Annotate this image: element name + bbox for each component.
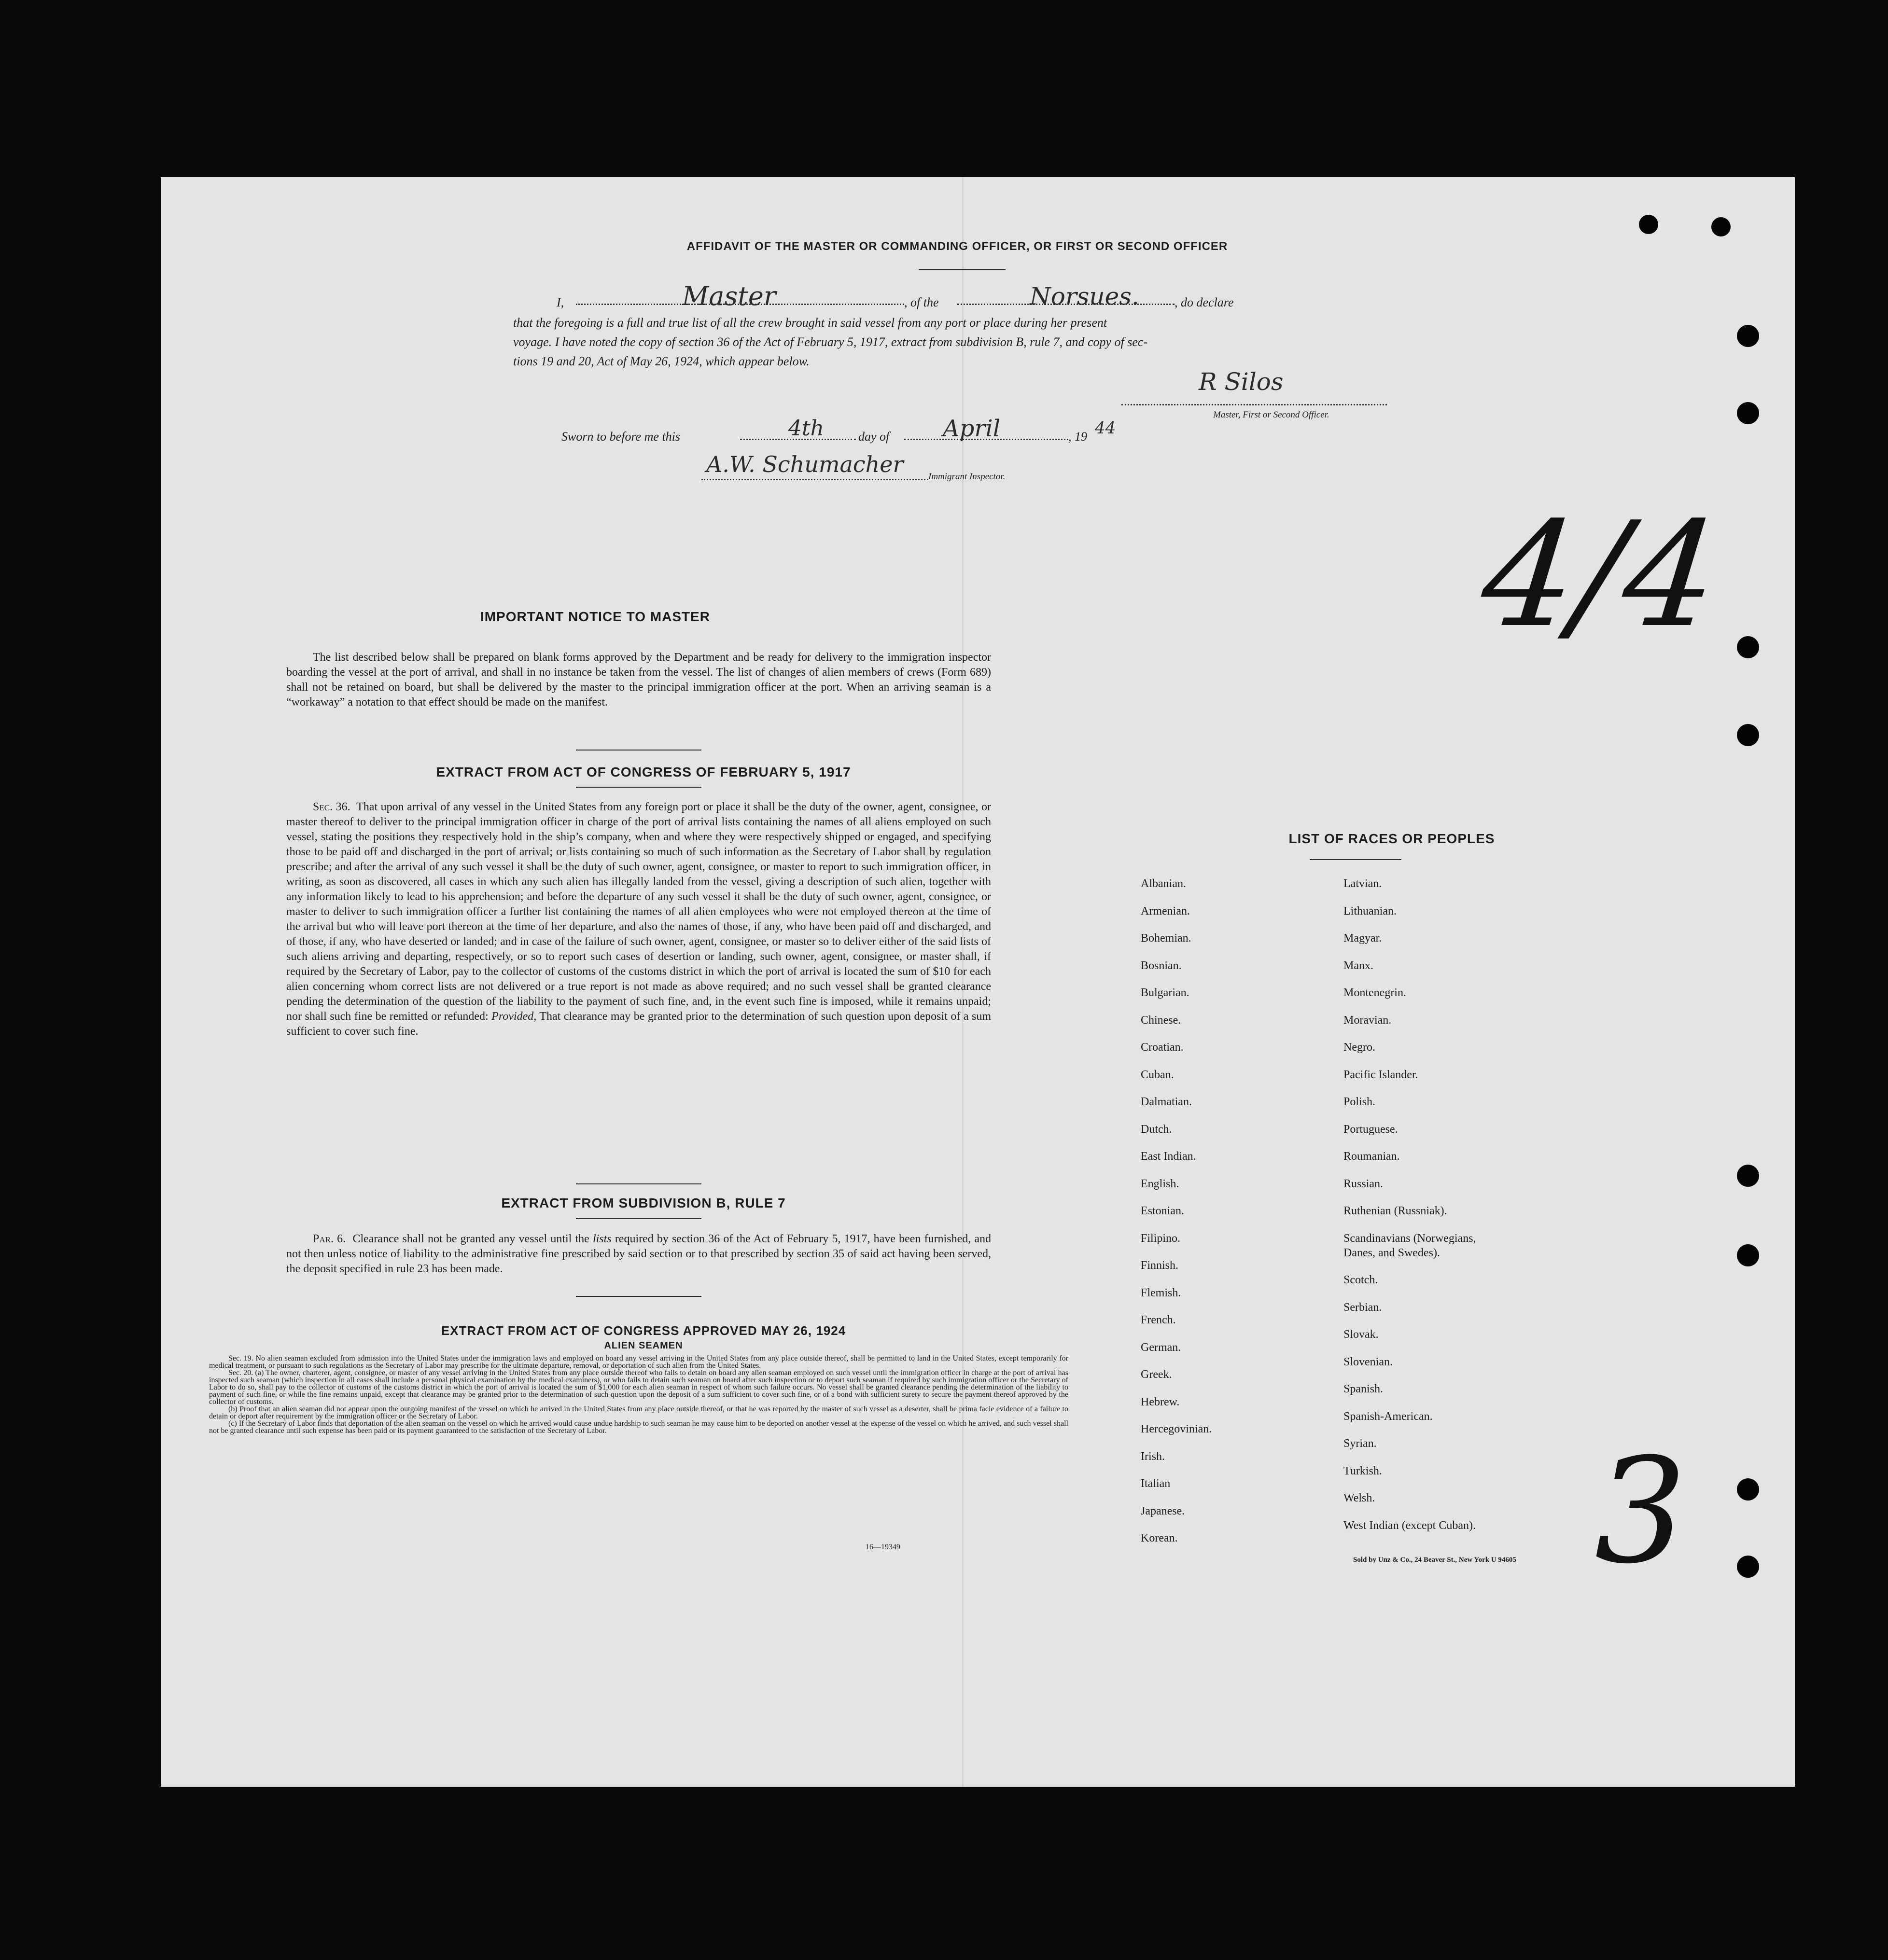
race-item: Scandinavians (Norwegians, xyxy=(1343,1232,1476,1245)
race-item: Manx. xyxy=(1343,959,1373,972)
notice-rule xyxy=(576,750,701,751)
binder-hole xyxy=(1737,1478,1759,1501)
race-item: English. xyxy=(1141,1177,1179,1190)
race-item: Hebrew. xyxy=(1141,1395,1180,1408)
race-item: Montenegrin. xyxy=(1343,987,1406,999)
race-item: Bulgarian. xyxy=(1141,987,1189,999)
race-item: Chinese. xyxy=(1141,1014,1181,1027)
alien-seamen-subtitle: ALIEN SEAMEN xyxy=(604,1340,683,1351)
race-item: French. xyxy=(1141,1314,1176,1326)
race-item: Negro. xyxy=(1343,1041,1375,1054)
affidavit-line-4: tions 19 and 20, Act of May 26, 1924, which appear below. xyxy=(513,354,810,368)
race-item: Spanish-American. xyxy=(1343,1410,1433,1423)
race-item: Lithuanian. xyxy=(1343,904,1397,917)
binder-hole xyxy=(1737,1165,1759,1187)
race-item: Portuguese. xyxy=(1343,1123,1398,1136)
binder-hole xyxy=(1737,1556,1759,1578)
provided-word: Provided, xyxy=(491,1010,537,1023)
rule7-title: EXTRACT FROM SUBDIVISION B, RULE 7 xyxy=(501,1195,786,1210)
document-page xyxy=(161,177,1795,1787)
race-item: Scotch. xyxy=(1343,1274,1378,1286)
inspector-signature: A.W. Schumacher xyxy=(706,451,904,477)
page-mark-4-4: 4/4 xyxy=(1474,491,1726,659)
affidavit-title: AFFIDAVIT OF THE MASTER OR COMMANDING OFFICER, OR FIRST OR SECOND OFFICER xyxy=(686,240,1228,253)
extract-1924-body xyxy=(209,1355,1068,1434)
binder-hole xyxy=(1711,217,1731,236)
page-mark-3: 3 xyxy=(1594,1427,1687,1596)
title-rule xyxy=(919,269,1006,270)
rule7-rule xyxy=(576,1218,701,1219)
race-item: Greek. xyxy=(1141,1368,1172,1381)
printer-imprint: Sold by Unz & Co., 24 Beaver St., New York U 94605 xyxy=(1353,1556,1516,1564)
extract-1917-text xyxy=(286,800,991,1039)
race-item: Polish. xyxy=(1343,1096,1376,1108)
month-handwritten: April xyxy=(943,415,1001,442)
year-prefix: , 19 xyxy=(1068,430,1087,444)
race-item: Welsh. xyxy=(1343,1492,1375,1504)
sec-36-end: That clearance may be granted prior to the determination of such question upon deposit of a sum sufficient to cover such fine. xyxy=(286,1010,991,1038)
sec-20c-text: (c) If the Secretary of Labor finds that deportation of the alien seaman on the vessel on which he arrived would cause undue hardship to such seaman he may cause him to be deported on another vessel at the expense of the vessel on which he arrived, and such vessel shall not be granted clearance until such expense has been paid or its payment guaranteed to the satisfaction of the Secretary of Labor. xyxy=(209,1419,1068,1435)
affidavit-i: I, xyxy=(557,295,564,309)
race-item: German. xyxy=(1141,1341,1181,1354)
rule7-body-b: required by section 36 of the Act of February 5, 1917, have been furnished, and not then unless notice of liability to the administrative fine prescribed by said section or to that prescribed by section 35 of said act having been served, the deposit specified in rule 23 has been made. xyxy=(286,1233,992,1275)
binder-hole xyxy=(1737,636,1759,658)
race-item: Cuban. xyxy=(1141,1068,1174,1081)
extract-1924-title: EXTRACT FROM ACT OF CONGRESS APPROVED MAY 26, 1924 xyxy=(441,1323,846,1338)
sec-20a-text: Sec. 20. (a) The owner, charterer, agent, consignee, or master of any vessel arriving in the United States from any place outside thereof who fails to detain on board any alien seaman employed on such vessel until the immigration officer in charge at the port of arrival has inspected such seaman (which inspection in all cases shall include a personal physical examination by the medical examiners), or who fails to detain such seaman on board after such inspection or to deport such seaman if required by such immigration officer or the Secretary of Labor to do so, shall pay to the collector of customs of the customs district in which the port of arrival is located the sum of $1,000 for each alien seaman in respect of whom such failure occurs. No vessel shall be granted clearance pending the determination of the liability to payment of such fine, or while the fine remains unpaid, except that clearance may be granted prior to the determination of such question upon the deposit of a sum sufficient to cover such fine, or of a bond with sufficient surety to secure the payment thereof approved by the collector of customs. xyxy=(209,1369,1068,1406)
binder-hole xyxy=(1737,402,1759,424)
race-item: Russian. xyxy=(1343,1177,1384,1190)
signature-line xyxy=(1121,404,1387,405)
races-rule xyxy=(1310,859,1401,860)
inspector-line xyxy=(701,479,928,480)
race-item: Hercegovinian. xyxy=(1141,1423,1212,1435)
sec-36-label: Sec. 36. xyxy=(313,801,350,813)
race-item: Spanish. xyxy=(1343,1383,1384,1395)
rule7-body-a: Clearance shall not be granted any vessel until the xyxy=(352,1233,589,1245)
race-item: Finnish. xyxy=(1141,1259,1179,1272)
race-item: Bohemian. xyxy=(1141,932,1191,945)
lists-word: lists xyxy=(592,1233,612,1245)
race-item: Japanese. xyxy=(1141,1504,1185,1517)
master-handwritten: Master xyxy=(682,281,776,311)
rule7-text xyxy=(286,1232,991,1277)
race-item: East Indian. xyxy=(1141,1150,1196,1163)
race-item: Magyar. xyxy=(1343,932,1382,945)
race-item: Moravian. xyxy=(1343,1014,1392,1027)
race-item: Turkish. xyxy=(1343,1464,1382,1477)
races-title: LIST OF RACES OR PEOPLES xyxy=(1288,831,1495,846)
race-item: Serbian. xyxy=(1343,1301,1382,1314)
race-item: Pacific Islander. xyxy=(1343,1068,1418,1081)
extract-1917-rule xyxy=(576,787,701,788)
race-item: Filipino. xyxy=(1141,1232,1181,1245)
year-handwritten: 44 xyxy=(1095,418,1116,438)
race-item: Croatian. xyxy=(1141,1041,1184,1054)
race-item: Korean. xyxy=(1141,1532,1178,1544)
signature-caption: Master, First or Second Officer. xyxy=(1213,410,1329,420)
of-the-text: , of the xyxy=(904,295,939,309)
race-item: Armenian. xyxy=(1141,904,1190,917)
race-item: Ruthenian (Russniak). xyxy=(1343,1205,1447,1217)
race-item: Flemish. xyxy=(1141,1286,1181,1299)
race-item: Roumanian. xyxy=(1343,1150,1400,1163)
day-of-text: day of xyxy=(858,430,890,444)
affidavit-line-3: voyage. I have noted the copy of section 36 of the Act of February 5, 1917, extract from subdivision B, rule 7, and copy of sec- xyxy=(513,335,1148,349)
notice-title: IMPORTANT NOTICE TO MASTER xyxy=(480,609,711,624)
race-item: Danes, and Swedes). xyxy=(1343,1246,1440,1259)
race-item: Slovenian. xyxy=(1343,1355,1393,1368)
race-item: Latvian. xyxy=(1343,877,1382,890)
race-item: West Indian (except Cuban). xyxy=(1343,1519,1476,1532)
inspector-caption: Immigrant Inspector. xyxy=(928,472,1006,482)
binder-hole xyxy=(1737,325,1759,347)
day-handwritten: 4th xyxy=(788,416,825,441)
sec-20b-text: (b) Proof that an alien seaman did not appear upon the outgoing manifest of the vessel on which he arrived in the United States from any place outside thereof, or that he was reported by the master of such vessel as a deserter, shall be prima facie evidence of a failure to detain or deport after requirement by the immigration officer or the Secretary of Labor. xyxy=(209,1405,1068,1420)
sec-36-body: That upon arrival of any vessel in the United States from any foreign port or place it shall be the duty of the owner, agent, consignee, or master thereof to deliver to the principal immigration officer in charge of the port of arrival lists containing the names of all aliens employed on such vessel, stating the positions they respectively hold in the ship’s company, when and where they were respectively shipped or engaged, and specifying those to be paid off and discharged in the port of arrival; or lists containing so much of such information as the Secretary of Labor shall by regulation prescribe; and after the arrival of any such vessel it shall be the duty of such owner, agent, consignee, or master to report to such immigration officer, in writing, as soon as discovered, all cases in which any such alien has illegally landed from the vessel, giving a description of such alien, together with any information likely to lead to his apprehension; and before the departure of any such vessel it shall be the duty of such owner, agent, consignee, or master to deliver to such immigration officer a further list containing the names of all alien employees who were not employed thereon at the time of the arrival but who will leave port thereon at the time of her departure, and also the names of those, if any, who have been paid off and discharged, and of those, if any, who have deserted or landed; and in case of the failure of such owner, agent, consignee, or master so to deliver either of the said lists of such aliens arriving and departing, respectively, or so to report such cases of desertion or landing, such owner, agent, consignee, or master shall, if required by the Secretary of Labor, pay to the collector of customs of the customs district in which the port of arrival is located the sum of $10 for each alien concerning whom correct lists are not delivered or a true report is not made as above required; and no such vessel shall be granted clearance pending the determination of the question of the liability to the payment of such fine, and, in the event such fine is imposed, while it remains unpaid; nor shall such fine be remitted or refunded: xyxy=(286,801,991,1023)
1924-top-rule xyxy=(576,1296,701,1297)
rule7-top-rule xyxy=(576,1183,701,1184)
race-item: Bosnian. xyxy=(1141,959,1182,972)
master-signature: R Silos xyxy=(1199,368,1284,396)
race-item: Dutch. xyxy=(1141,1123,1172,1136)
notice-text: The list described below shall be prepared on blank forms approved by the Department and be ready for delivery to the immigration inspector boarding the vessel at the port of arrival, and shall in no instance be taken from the vessel. The list of changes of alien members of crews (Form 689) shall not be retained on board, but shall be delivered by the master to the principal immigration officer at the port. When an arriving seaman is a “workaway” a notation to that effect should be made on the manifest. xyxy=(286,651,991,709)
sec-19-text: Sec. 19. No alien seaman excluded from admission into the United States under the immigration laws and employed on board any vessel arriving in the United States from any place outside thereof, shall be permitted to land in the United States, except temporarily for medical treatment, or pursuant to such regulations as the Secretary of Labor may prescribe for the ultimate departure, removal, or deportation of such alien from the United States. xyxy=(209,1354,1068,1370)
race-item: Italian xyxy=(1141,1477,1171,1490)
race-item: Slovak. xyxy=(1343,1328,1379,1341)
race-item: Estonian. xyxy=(1141,1205,1184,1217)
affidavit-line-2: that the foregoing is a full and true list of all the crew brought in said vessel from any port or place during her present xyxy=(513,316,1107,330)
extract-1917-title: EXTRACT FROM ACT OF CONGRESS OF FEBRUARY 5, 1917 xyxy=(436,765,851,779)
par-6-label: Par. 6. xyxy=(313,1233,346,1245)
race-item: Irish. xyxy=(1141,1450,1165,1463)
sworn-text: Sworn to before me this xyxy=(561,430,681,444)
race-item: Dalmatian. xyxy=(1141,1096,1192,1108)
vessel-handwritten: Norsues. xyxy=(1030,282,1139,310)
binder-hole xyxy=(1737,1244,1759,1266)
form-number: 16—19349 xyxy=(866,1543,900,1551)
binder-hole xyxy=(1737,724,1759,746)
race-item: Albanian. xyxy=(1141,877,1186,890)
race-item: Syrian. xyxy=(1343,1437,1377,1450)
binder-hole xyxy=(1639,215,1658,234)
do-declare-text: , do declare xyxy=(1175,295,1234,309)
